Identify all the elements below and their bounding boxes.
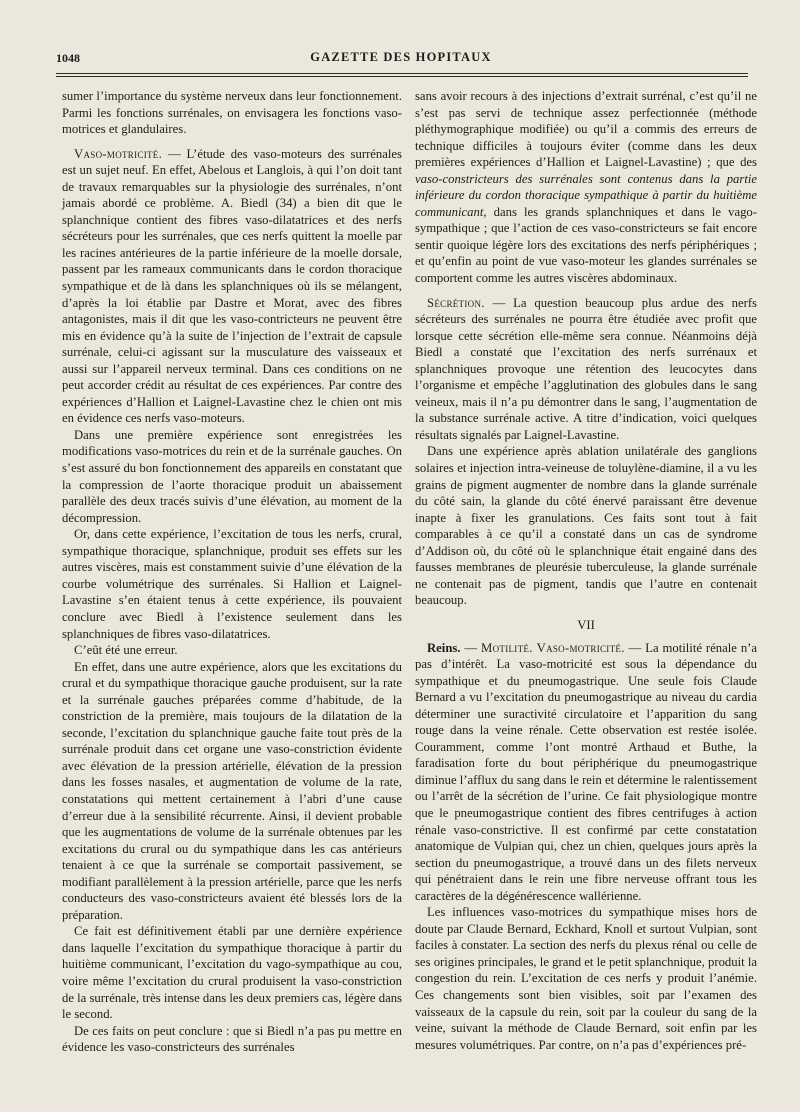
section-label: Sécrétion. (427, 295, 485, 310)
paragraph-text: — La question beaucoup plus ardue des nerfs sécréteurs des surrénales ne pourra être étudiée avec profit que lorsque cette sécrétion elle-même sera connue. Néanmoins déjà Biedl a constaté que l’excitation des nerfs surrénaux et splanchniques provoque une rétention des leucocytes dans l’organisme et empêche l’agglutination des globules dans le sang veineux, mais il n’a pu démontrer dans le sang, l’augmentation de la substance surrénale active. A titre d’indication, voici quelques résultats signalés par Laignel-Lavastine. (415, 295, 757, 442)
paragraph: Dans une première expérience sont enregistrées les modifications vaso-motrices du rein et de la surrénale gauches. On s’est assuré du bon fonctionnement des appareils en constatant que la compression de l’aorte thoracique produit un abaissement parallèle des deux tracés suivis d’une élévation, au moment de la décompression. (62, 427, 402, 525)
paragraph: De ces faits on peut conclure : que si Biedl n’a pas pu mettre en évidence les vaso-constricteurs des surrénales (62, 1023, 402, 1055)
paragraph: sumer l’importance du système nerveux dans leur fonctionnement. Parmi les fonctions surrénales, on envisagera les fonctions vaso-motrices et glandulaires. (62, 89, 402, 137)
section-heading: Reins. (427, 640, 461, 655)
section-label: Vaso-motricité. (536, 640, 625, 655)
paragraph-vaso-motricite (62, 146, 402, 427)
section-label: Motilité. (481, 640, 533, 655)
emphasis-text: vaso-constricteurs des surrénales sont contenus dans la partie inférieure du cordon thoracique sympathique à partir du huitième communicant (415, 171, 757, 219)
paragraph: Or, dans cette expérience, l’excitation de tous les nerfs, crural, sympathique thoracique, splanchnique, produit ses effets sur les autres viscères, mais est constamment suivie d’une élévation de la courbe volumétrique des surrénales. Si Hallion et Laignel-Lavastine s’en étaient tenus à cette expérience, ils pouvaient conclure avec Biedl à l’existence seulement dans les splanchniques de fibres vaso-dilatatrices. (62, 527, 402, 641)
right-column (415, 88, 757, 1053)
header-rule-thick (56, 73, 748, 74)
section-number: VII (577, 617, 595, 632)
paragraph-text: , dans les grands splanchniques et dans le vago-sympathique ; que l’action de ces vaso-constricteurs se fait encore sentir quoique légère lors des excitations des nerfs périphériques ; et qu’enfin au point de vue vaso-moteur les glandes surrénales se comportent comme les autres viscères abdominaux. (415, 204, 757, 286)
paragraph: Les influences vaso-motrices du sympathique mises hors de doute par Claude Bernard, Eckhard, Knoll et surtout Vulpian, sont faciles à constater. La section des nerfs du plexus rénal ou celle de ses origines principales, le grand et le petit splanchnique, produit la congestion du rein. L’excitation de ces nerfs y produit l’anémie. Ces changements sont bien visibles, soit par l’examen des vaisseaux de la capsule du rein, soit par la couleur du sang de la veine, suivant la méthode de Claude Bernard, soit enfin par les mesures volumétriques. Par contre, on n’a pas d’expériences pré- (415, 905, 757, 1052)
paragraph-reins: Reins. — Motilité. Vaso-motricité. — La motilité rénale n’a pas d’intérêt. La vaso-motricité est sous la dépendance du sympathique et du pneumogastrique. Une seule fois Claude Bernard a vu l’excitation du pneumogastrique au niveau du cardia déterminer une suractivité circulatoire et l’apparition du sang rouge dans la veine rénale. Cette observation est restée isolée. Couramment, comme l’ont montré Arthaud et Buthe, la faradisation forte du bout périphérique du pneumogastrique diminue l’afflux du sang dans le rein et détermine le ralentissement ou l’arrêt de la sécrétion de l’urine. Ce fait physiologique montre que le pneumogastrique contient des fibres centrifuges à action rénale vaso-constrictive. Il est confirmé par cette constatation anatomique de Vulpian qui, chez un chien, quelques jours après la section du pneumogastrique, a trouvé dans un des filets nerveux qui pénétraient dans le rein une fibre nerveuse offrant tous les caractères de la dégénérescence wallérienne. (415, 640, 758, 903)
paragraph-text: — La motilité rénale n’a pas d’intérêt. La vaso-motricité est sous la dépendance du sympathique et du pneumogastrique. Une seule fois Claude Bernard a vu l’excitation du pneumogastrique au niveau du cardia déterminer une suractivité circulatoire et l’apparition du sang rouge dans la veine rénale. Cette observation est restée isolée. Couramment, comme l’ont montré Arthaud et Buthe, la faradisation forte du bout périphérique du pneumogastrique diminue l’afflux du sang dans le rein et détermine le ralentissement ou l’arrêt de la sécrétion de l’urine. Ce fait physiologique montre que le pneumogastrique contient des fibres centrifuges à action rénale vaso-constrictive. Il est confirmé par cette constatation anatomique de Vulpian qui, chez un chien, quelques jours après la section du pneumogastrique, a trouvé dans un des filets nerveux qui pénétraient dans le rein une fibre nerveuse offrant tous les caractères de la dégénérescence wallérienne. (415, 640, 758, 903)
paragraph: En effet, dans une autre expérience, alors que les excitations du crural et du sympathique thoracique gauche produisent, sur la rate et la surrénale gauches préparées comme d’habitude, de la constriction de la première, mais toujours de la dilatation de la seconde, l’excitation du splanchnique gauche faite tout près de la surrénale produit dans cet organe une vaso-constriction évidente avec élévation de la pression artérielle, élévation de la pression dans les fosses nasales, et augmentation de volume de la rate, constatations qui mettent certainement à l’abri d’une cause d’erreur due à la sensibilité récurrente. Ainsi, il devient probable que les augmentations de volume de la surrénale obtenues par les excitations du crural ou du sympathique dans les cas antérieurs tenaient à ce que la surrénale se comportait passivement, se modifiant parallèlement à la pression artérielle, parce que les nerfs conducteurs des vaso-constricteurs avaient été blessés lors de la préparation. (62, 659, 402, 922)
paragraph: C’eût été une erreur. (74, 643, 178, 658)
paragraph-continued (415, 88, 757, 287)
paragraph-text: sans avoir recours à des injections d’extrait surrénal, c’est qu’il ne s’est pas servi de technique assez perfectionnée (méthode pléthymographique modifiée) ou qu’il a commis des erreurs de technique difficiles à toujours éviter (comme dans les deux premières expériences d’Hallion et Laignel-Lavastine) ; que des (415, 89, 757, 170)
running-head (56, 48, 746, 68)
paragraph: Dans une expérience après ablation unilatérale des ganglions solaires et injection intra-veineuse de toluylène-diamine, il a vu les grains de pigment augmenter de nombre dans la glande surrénale du côté sain, la glande du côté énervé paraissant être devenue inapte à fixer les granulations. Ces faits sont tout à fait comparables à ce qu’il a constaté dans un cas de syndrome d’Addison où, du côté où le splanchnique était engainé dans des fausses membranes de pleurésie tuberculeuse, la glande surrénale ne contenait pas de pigment, tandis que l’autre en contenait beaucoup. (415, 444, 757, 608)
paragraph-text: — L’étude des vaso-moteurs des surrénales est un sujet neuf. En effet, Abelous et Langlois, à qui l’on doit tant de travaux remarquables sur la physiologie des surrénales, n’ont jamais abordé ce problème. A. Biedl (34) a bien dit que le splanchnique contient des fibres vaso-dilatatrices et des nerfs sécréteurs pour les surrénales, que ces nerfs quittent la moelle par les racines antérieures de la partie inférieure de la moelle dorsale, passent par les rameaux communicants dans le cordon thoracique sympathique et de là dans les splanchniques où ils se mélangent, d’après la loi établie par Dastre et Morat, avec des fibres antagonistes, mais il dit que les vaso-contricteurs ne peuvent être mis en évidence qu’à la suite de l’injection de l’extrait de capsule surrénale, celui-ci agissant sur la musculature des vaisseaux et aussi sur l’appareil nerveux terminal. Dans ces conditions on ne peut accorder crédit au résultat de ces expériences. Par contre des expériences d’Hallion et Laignel-Lavastine chez le chien ont mis en évidence ces nerfs vaso-moteurs. (62, 146, 402, 426)
header-rule-thin (56, 76, 748, 77)
paragraph-secretion (415, 295, 757, 444)
section-label: Vaso-motricité. (74, 146, 163, 161)
left-column (62, 88, 402, 1056)
page-number: 1048 (56, 51, 80, 65)
journal-title: GAZETTE DES HOPITAUX (310, 50, 492, 64)
paragraph: Ce fait est définitivement établi par une dernière expérience dans laquelle l’excitation du sympathique thoracique à partir du huitième communicant, l’excitation du vago-sympathique au cou, voire même l’excitation du crural produisent la vaso-constriction de la surrénale, très intense dans les deux premiers cas, légère dans le second. (62, 924, 402, 1022)
